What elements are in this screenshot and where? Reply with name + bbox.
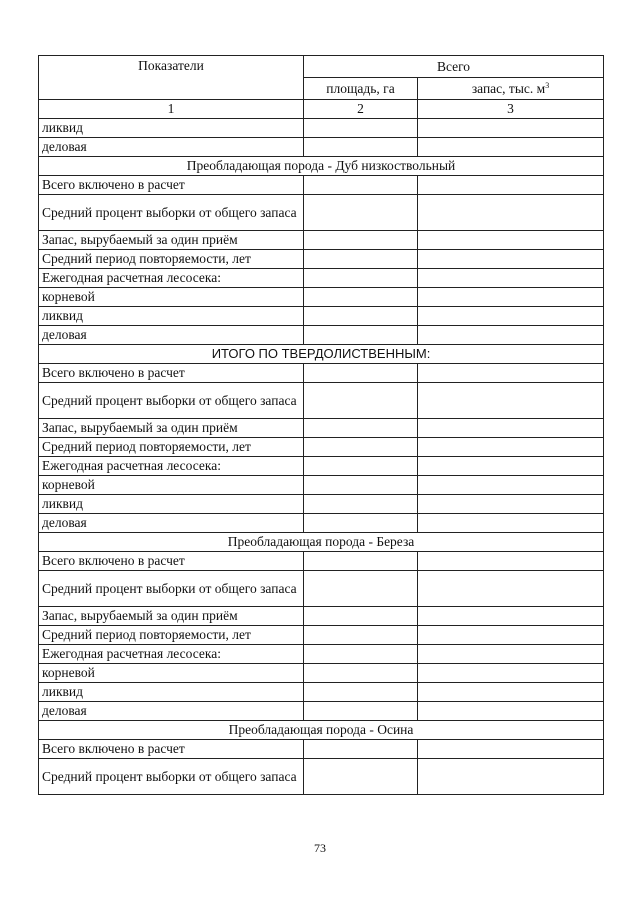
row-label: Средний период повторяемости, лет — [39, 626, 304, 645]
section-header-row — [39, 345, 604, 364]
section-title-oak: Преобладающая порода - Дуб низкоствольный — [39, 157, 604, 176]
row-label: Средний период повторяемости, лет — [39, 438, 304, 457]
table-row — [39, 457, 604, 476]
section-header-row — [39, 157, 604, 176]
column-number-3: 3 — [418, 100, 604, 119]
row-label: ликвид — [39, 683, 304, 702]
header-stock — [418, 78, 604, 100]
table-row — [39, 326, 604, 345]
table-row — [39, 552, 604, 571]
row-label: Запас, вырубаемый за один приём — [39, 419, 304, 438]
section-title-aspen: Преобладающая порода - Осина — [39, 721, 604, 740]
table-row — [39, 438, 604, 457]
section-title-hardwood-total: ИТОГО ПО ТВЕРДОЛИСТВЕННЫМ: — [39, 345, 604, 364]
row-label: Ежегодная расчетная лесосека: — [39, 457, 304, 476]
row-label: Средний процент выборки от общего запаса — [39, 759, 304, 795]
header-area: площадь, га — [304, 78, 418, 100]
table-row — [39, 269, 604, 288]
header-stock-label: запас, тыс. м — [471, 80, 546, 96]
column-number-2: 2 — [304, 100, 418, 119]
table-row — [39, 683, 604, 702]
header-stock-sup: 3 — [545, 80, 550, 90]
table-row — [39, 195, 604, 231]
row-label: Средний процент выборки от общего запаса — [39, 571, 304, 607]
row-label: Всего включено в расчет — [39, 364, 304, 383]
row-label: деловая — [39, 514, 304, 533]
forest-cut-table — [38, 55, 604, 795]
table-row — [39, 307, 604, 326]
row-label: корневой — [39, 288, 304, 307]
section-header-row — [39, 533, 604, 552]
table-row — [39, 119, 604, 138]
column-number-1: 1 — [39, 100, 304, 119]
row-label: ликвид — [39, 119, 304, 138]
row-label: Запас, вырубаемый за один приём — [39, 607, 304, 626]
row-label: деловая — [39, 702, 304, 721]
table-row — [39, 759, 604, 795]
row-label: Всего включено в расчет — [39, 176, 304, 195]
table-row — [39, 364, 604, 383]
table-row — [39, 250, 604, 269]
section-title-birch: Преобладающая порода - Береза — [39, 533, 604, 552]
row-label: Ежегодная расчетная лесосека: — [39, 269, 304, 288]
table-row — [39, 476, 604, 495]
row-label: корневой — [39, 664, 304, 683]
table-row — [39, 383, 604, 419]
table-header-row — [39, 56, 604, 78]
table-row — [39, 664, 604, 683]
table-row — [39, 419, 604, 438]
table-row — [39, 626, 604, 645]
table-row — [39, 607, 604, 626]
table-row — [39, 514, 604, 533]
column-number-row — [39, 100, 604, 119]
row-label: Средний процент выборки от общего запаса — [39, 195, 304, 231]
row-label: Всего включено в расчет — [39, 552, 304, 571]
row-label: Средний процент выборки от общего запаса — [39, 383, 304, 419]
row-label: деловая — [39, 326, 304, 345]
table-row — [39, 740, 604, 759]
table-row — [39, 138, 604, 157]
table-row — [39, 645, 604, 664]
table-row — [39, 288, 604, 307]
page-number: 73 — [314, 841, 326, 855]
row-label: корневой — [39, 476, 304, 495]
row-label: Запас, вырубаемый за один приём — [39, 231, 304, 250]
header-total: Всего — [304, 56, 604, 78]
table-row — [39, 231, 604, 250]
table-row — [39, 702, 604, 721]
row-label: Ежегодная расчетная лесосека: — [39, 645, 304, 664]
row-label: ликвид — [39, 307, 304, 326]
table-row — [39, 495, 604, 514]
row-label: ликвид — [39, 495, 304, 514]
section-header-row — [39, 721, 604, 740]
table-row — [39, 571, 604, 607]
table-row — [39, 176, 604, 195]
row-label: Всего включено в расчет — [39, 740, 304, 759]
row-label: деловая — [39, 138, 304, 157]
header-indicators: Показатели — [39, 56, 304, 100]
row-label: Средний период повторяемости, лет — [39, 250, 304, 269]
